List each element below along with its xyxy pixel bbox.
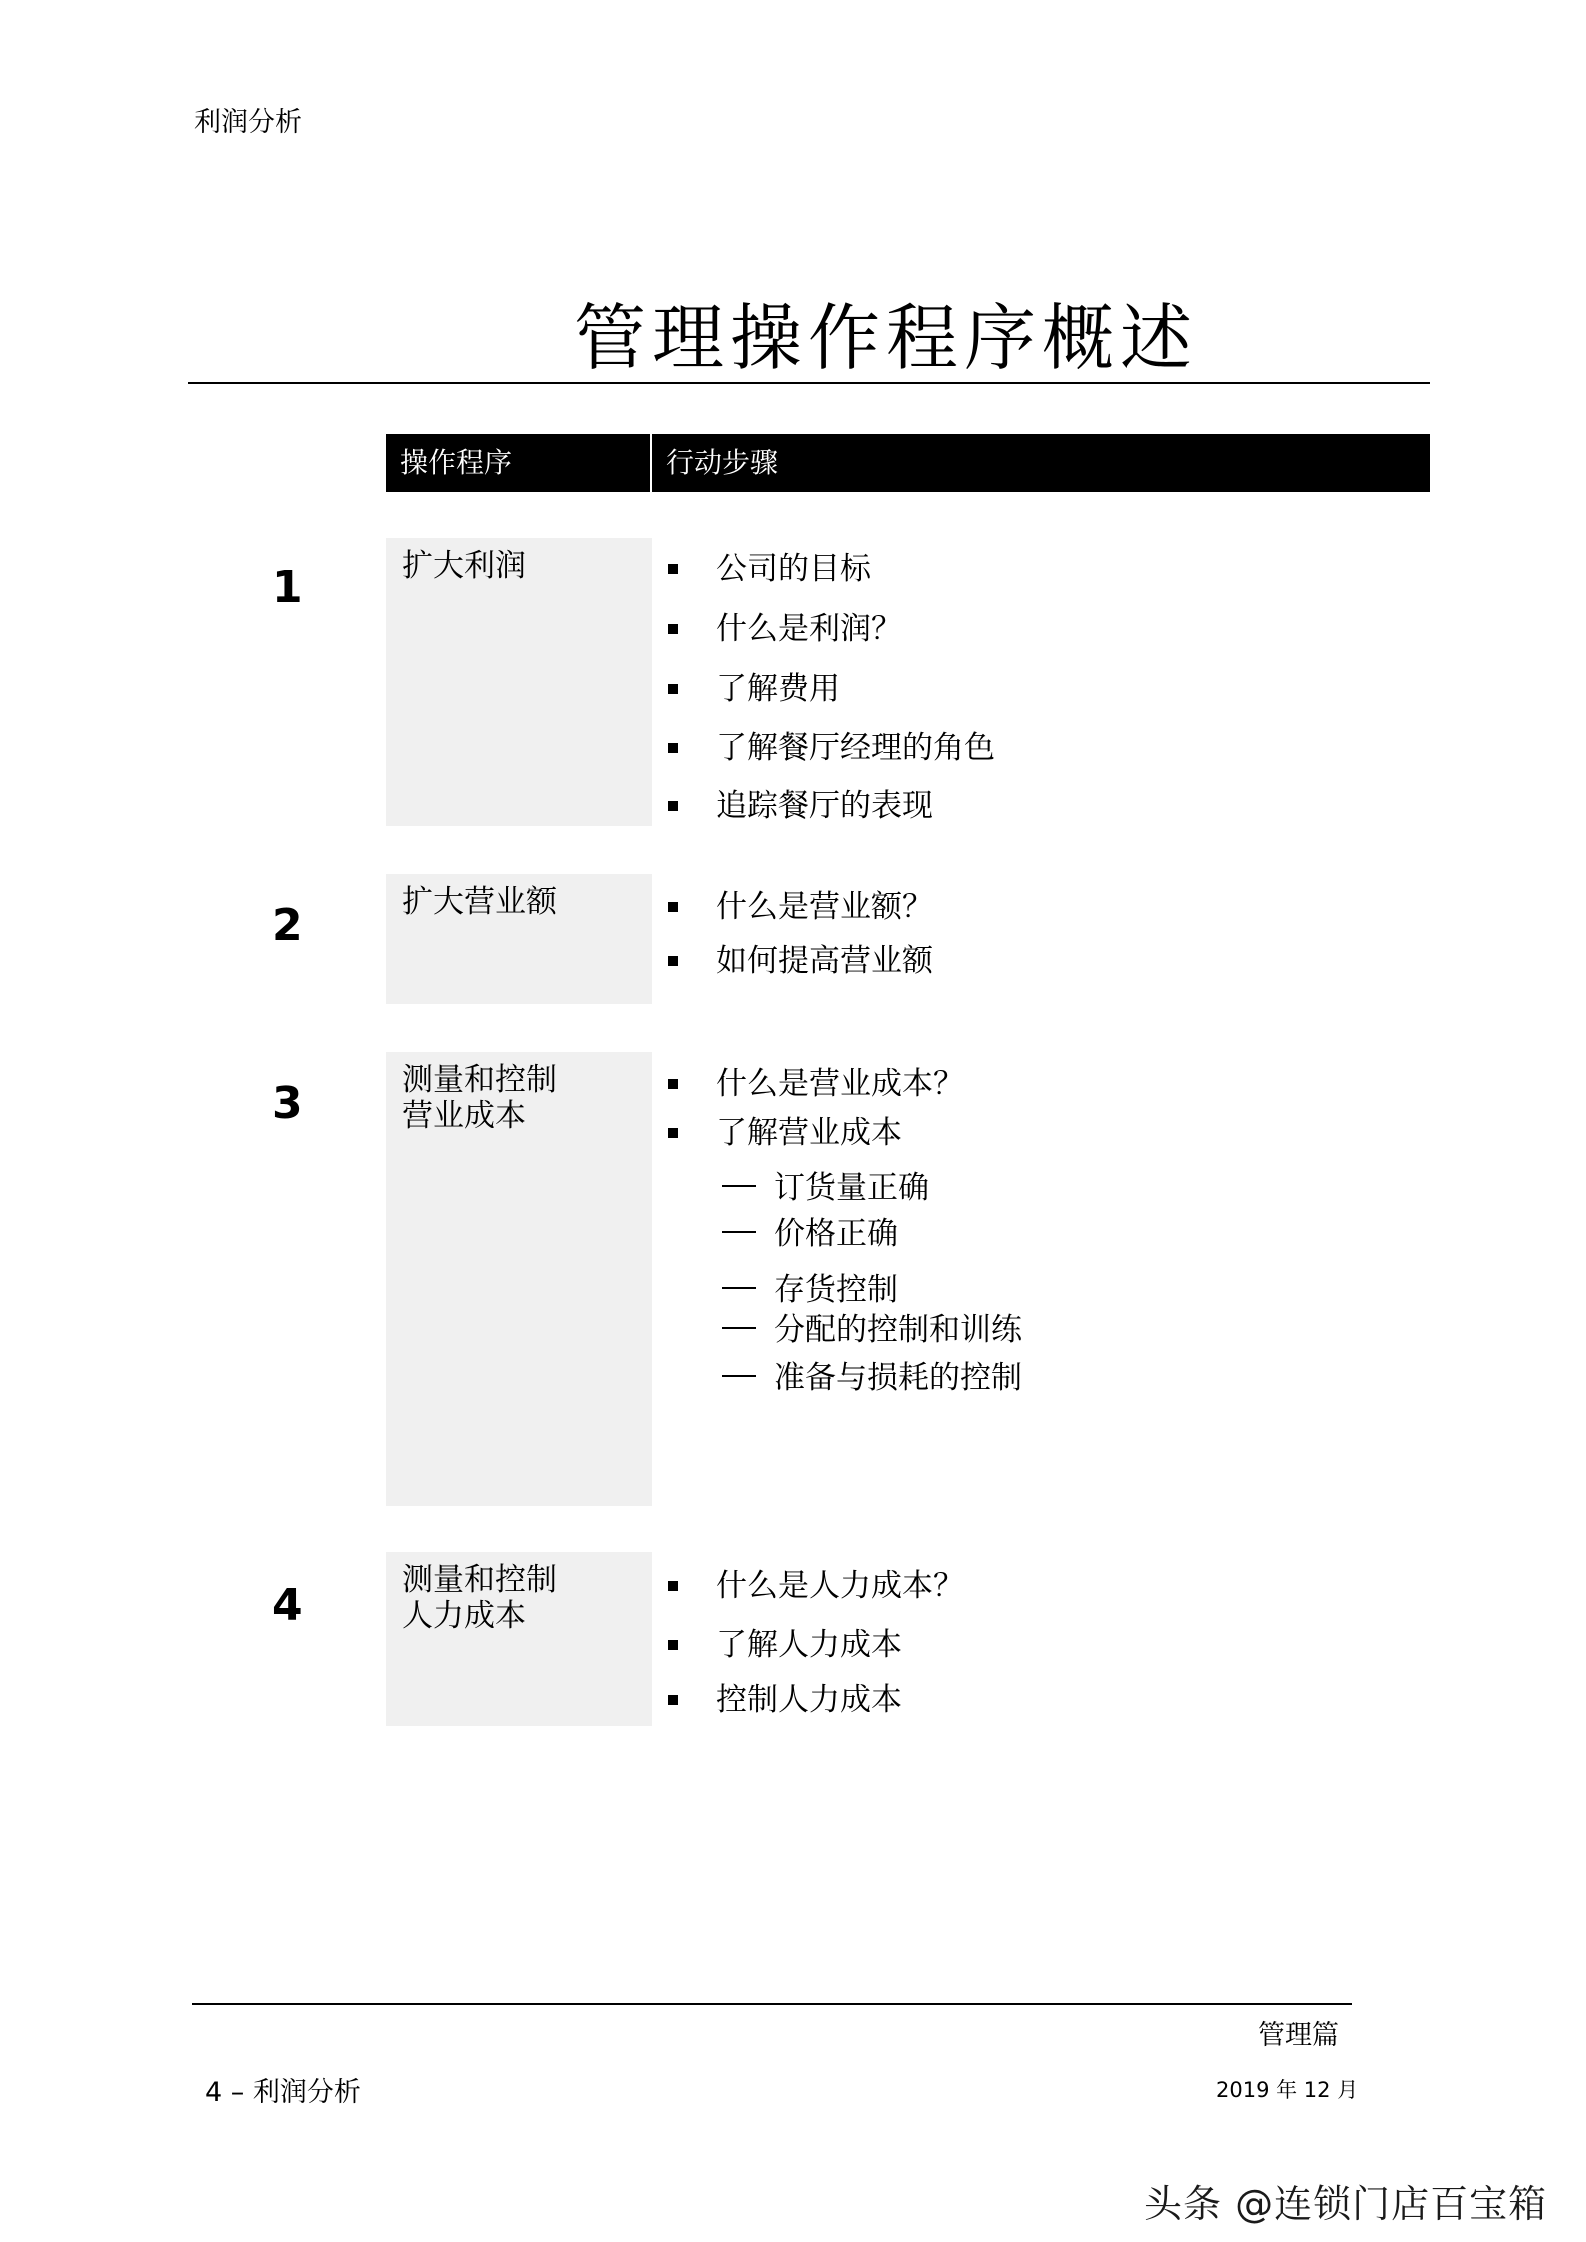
dash-icon [722, 1375, 756, 1377]
bullet-square-icon [668, 624, 678, 634]
dash-icon [722, 1185, 756, 1187]
footer-date: 2019 年 12 月 [1216, 2078, 1359, 2102]
procedure-label: 营业成本 [402, 1098, 526, 1134]
bullet-square-icon [668, 1640, 678, 1650]
action-step-item: 追踪餐厅的表现 [668, 786, 933, 826]
bullet-square-icon [668, 564, 678, 574]
procedure-cell [386, 1052, 652, 1506]
action-step-item: 什么是人力成本？ [668, 1566, 964, 1606]
bullet-square-icon [668, 902, 678, 912]
action-step-item: 了解营业成本 [668, 1113, 902, 1153]
table-header-procedure: 操作程序 [386, 434, 650, 492]
action-substep-item: 订货量正确 [722, 1168, 929, 1208]
bullet-square-icon [668, 1128, 678, 1138]
action-substep-item: 分配的控制和训练 [722, 1310, 1022, 1350]
bullet-square-icon [668, 1581, 678, 1591]
procedure-label: 扩大营业额 [402, 884, 557, 920]
action-step-item: 控制人力成本 [668, 1680, 902, 1720]
step-number: 3 [272, 1078, 303, 1129]
action-step-item: 了解人力成本 [668, 1625, 902, 1665]
action-step-item: 公司的目标 [668, 549, 871, 589]
action-substep-item: 存货控制 [722, 1270, 898, 1310]
procedure-label: 扩大利润 [402, 548, 526, 584]
action-step-item: 了解费用 [668, 669, 840, 709]
dash-icon [722, 1287, 756, 1289]
step-number: 2 [272, 900, 303, 951]
procedure-cell [386, 1552, 652, 1726]
action-step-item: 什么是利润？ [668, 609, 902, 649]
header-label: 利润分析 [194, 107, 302, 138]
step-number: 4 [272, 1580, 303, 1631]
bullet-square-icon [668, 684, 678, 694]
procedure-label: 人力成本 [402, 1598, 526, 1634]
footer-section-label: 管理篇 [1258, 2020, 1339, 2051]
procedure-label: 测量和控制 [402, 1562, 557, 1598]
footer-divider [192, 2003, 1352, 2005]
bullet-square-icon [668, 956, 678, 966]
step-number: 1 [272, 562, 303, 613]
action-step-item: 如何提高营业额 [668, 941, 933, 981]
bullet-square-icon [668, 1695, 678, 1705]
page-title: 管理操作程序概述 [574, 296, 1199, 380]
action-step-item: 了解餐厅经理的角色 [668, 728, 995, 768]
action-step-item: 什么是营业额？ [668, 887, 933, 927]
footer-page-label: 4 – 利润分析 [205, 2077, 361, 2108]
bullet-square-icon [668, 801, 678, 811]
bullet-square-icon [668, 743, 678, 753]
action-step-item: 什么是营业成本？ [668, 1064, 964, 1104]
title-divider [188, 382, 1430, 384]
watermark: 头条 @连锁门店百宝箱 [1144, 2182, 1548, 2226]
action-substep-item: 准备与损耗的控制 [722, 1358, 1022, 1398]
procedure-cell [386, 874, 652, 1004]
dash-icon [722, 1327, 756, 1329]
procedure-cell [386, 538, 652, 826]
dash-icon [722, 1231, 756, 1233]
table-header-action-steps: 行动步骤 [652, 434, 1430, 492]
bullet-square-icon [668, 1079, 678, 1089]
action-substep-item: 价格正确 [722, 1214, 898, 1254]
procedure-label: 测量和控制 [402, 1062, 557, 1098]
